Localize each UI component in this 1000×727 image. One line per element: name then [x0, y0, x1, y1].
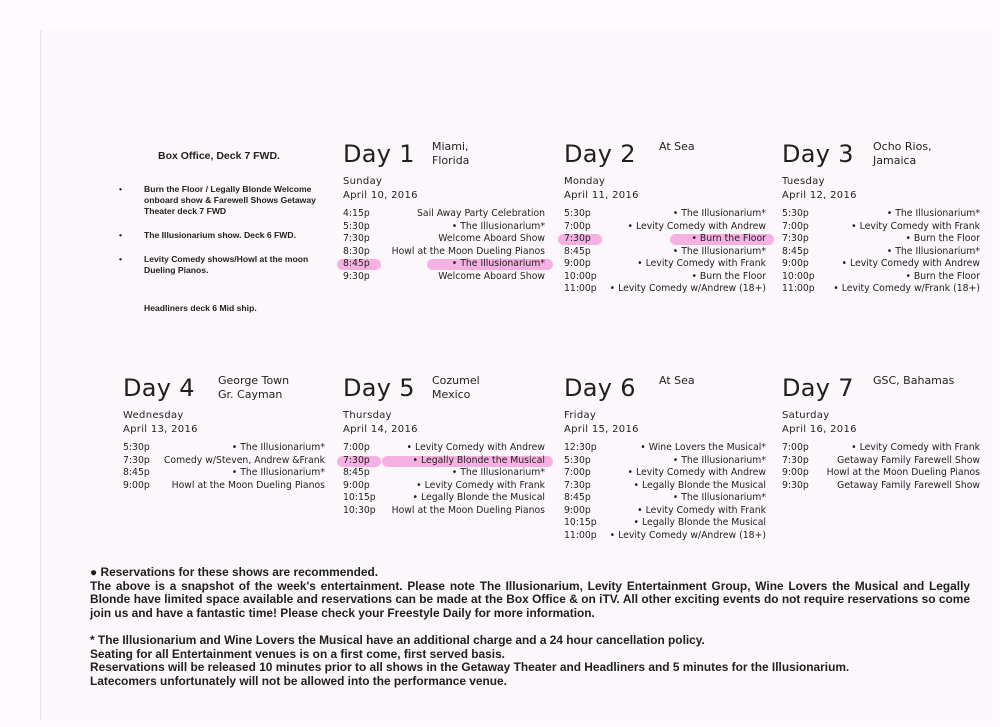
event-name: • The Illusionarium* — [231, 467, 325, 478]
headliners-note: Headliners deck 6 Mid ship. — [144, 303, 257, 313]
event-list — [782, 442, 980, 492]
event-time: 9:30p — [782, 479, 809, 491]
event-time: 7:30p — [123, 454, 150, 466]
day-location — [659, 374, 695, 388]
event-name: • The Illusionarium* — [451, 220, 545, 232]
day-location-line: Miami, — [432, 140, 469, 153]
event-time: 7:00p — [343, 442, 370, 453]
day-weekday: Tuesday — [782, 176, 825, 187]
day-weekday: Thursday — [343, 410, 392, 421]
event-row — [564, 455, 766, 468]
event-list — [343, 442, 545, 517]
event-time: 9:30p — [343, 270, 370, 282]
event-name: • Legally Blonde the Musical — [633, 517, 766, 528]
event-row — [123, 455, 325, 468]
event-row — [123, 467, 325, 480]
event-row — [564, 283, 766, 296]
event-row — [564, 517, 766, 530]
event-row — [782, 455, 980, 468]
event-row — [343, 246, 545, 259]
event-row — [564, 221, 766, 234]
event-name: • Burn the Floor — [905, 270, 980, 282]
event-time: 7:30p — [564, 479, 591, 491]
event-name: • Levity Comedy with Frank — [851, 220, 980, 232]
day-location-line: At Sea — [659, 140, 695, 153]
event-row — [782, 480, 980, 493]
event-time: 12:30p — [564, 442, 597, 453]
event-name: Comedy w/Steven, Andrew &Frank — [163, 454, 325, 466]
event-name: Getaway Family Farewell Show — [837, 454, 980, 466]
event-time: 10:15p — [343, 492, 376, 503]
event-row — [343, 455, 545, 468]
event-row — [343, 221, 545, 234]
day-date: April 15, 2016 — [564, 424, 639, 435]
event-name: • Levity Comedy with Frank — [416, 479, 545, 491]
event-row — [343, 208, 545, 221]
event-time: 9:00p — [782, 467, 809, 478]
event-name: • Levity Comedy w/Andrew (18+) — [609, 283, 766, 294]
snapshot-note: The above is a snapshot of the week's entertainment. Please note The Illusionarium, Levity Entertainment Group, Wine Lovers the Musical and Legally Blonde have limited space available and reservations can be made at the Box Office & on iTV. All other exciting events do not require reservations so come join us and have a fantastic time! Please check your Freestyle Daily for more information. — [90, 578, 970, 620]
day-location-line: Cozumel — [432, 374, 480, 387]
day-weekday: Sunday — [343, 176, 383, 187]
bullet-icon: • — [119, 230, 123, 240]
day-weekday: Saturday — [782, 410, 830, 421]
event-row — [343, 271, 545, 284]
event-time: 11:00p — [782, 283, 815, 294]
event-time: 7:30p — [343, 454, 370, 466]
day-date: April 16, 2016 — [782, 424, 857, 435]
event-time: 7:00p — [782, 220, 809, 232]
event-time: 10:15p — [564, 517, 597, 528]
event-row — [123, 480, 325, 493]
day-date: April 11, 2016 — [564, 190, 639, 201]
event-list — [123, 442, 325, 492]
charge-note: * The Illusionarium and Wine Lovers the Musical have an additional charge and a 24 hour cancellation policy. — [90, 632, 705, 647]
event-row — [343, 258, 545, 271]
day-date: April 14, 2016 — [343, 424, 418, 435]
event-row — [564, 246, 766, 259]
event-time: 9:00p — [782, 258, 809, 269]
event-time: 9:00p — [564, 258, 591, 269]
event-time: 7:30p — [343, 233, 370, 244]
day-location-line: Gr. Cayman — [218, 387, 283, 401]
event-time: 11:00p — [564, 283, 597, 294]
event-time: 10:00p — [782, 270, 815, 282]
event-name: • The Illusionarium* — [451, 467, 545, 478]
event-name: • Burn the Floor — [691, 233, 766, 244]
day-title: Day 5 — [343, 374, 415, 402]
event-time: 9:00p — [343, 479, 370, 491]
day-location — [218, 374, 289, 401]
event-name: • Levity Comedy w/Frank (18+) — [833, 283, 980, 294]
event-name: Welcome Aboard Show — [438, 270, 545, 282]
event-row — [564, 271, 766, 284]
event-time: 9:00p — [123, 479, 150, 491]
event-name: • The Illusionarium* — [672, 208, 766, 219]
day-location-line: Florida — [432, 153, 470, 167]
box-office-title: Box Office, Deck 7 FWD. — [158, 150, 280, 162]
seating-note: Seating for all Entertainment venues is on a first come, first served basis. — [90, 646, 505, 661]
bullet-icon: • — [119, 254, 123, 264]
day-date: April 13, 2016 — [123, 424, 198, 435]
event-time: 5:30p — [564, 208, 591, 219]
event-time: 8:45p — [123, 467, 150, 478]
event-name: • Levity Comedy with Andrew — [627, 220, 766, 232]
day-date: April 10, 2016 — [343, 190, 418, 201]
box-office-item-text: Burn the Floor / Legally Blonde Welcome onboard show & Farewell Shows Getaway Theater deck 7 FWD — [144, 184, 316, 216]
event-name: • The Illusionarium* — [231, 442, 325, 453]
day-location-line: George Town — [218, 374, 290, 387]
event-row — [343, 480, 545, 493]
day-title: Day 3 — [782, 140, 854, 168]
event-row — [782, 442, 980, 455]
event-row — [782, 271, 980, 284]
event-row — [564, 480, 766, 493]
event-name: • Levity Comedy w/Andrew (18+) — [609, 529, 766, 541]
day-location-line: At Sea — [659, 374, 695, 387]
event-row — [343, 467, 545, 480]
event-time: 11:00p — [564, 529, 597, 541]
day-location — [873, 140, 932, 167]
event-name: Howl at the Moon Dueling Pianos — [391, 504, 545, 516]
event-time: 8:45p — [564, 245, 591, 257]
box-office-item-text: The Illusionarium show. Deck 6 FWD. — [144, 230, 297, 240]
event-row — [782, 283, 980, 296]
day-location-line: Jamaica — [873, 153, 917, 167]
event-name: Sail Away Party Celebration — [416, 208, 545, 219]
event-time: 5:30p — [343, 220, 370, 232]
event-name: • The Illusionarium* — [451, 258, 545, 269]
event-row — [564, 258, 766, 271]
day-date: April 12, 2016 — [782, 190, 857, 201]
reservation-notes — [90, 566, 970, 688]
event-time: 7:30p — [782, 454, 809, 466]
event-row — [782, 208, 980, 221]
day-title: Day 6 — [564, 374, 636, 402]
event-name: • Burn the Floor — [905, 233, 980, 244]
event-time: 8:30p — [343, 245, 370, 257]
day-title: Day 1 — [343, 140, 415, 168]
event-row — [782, 233, 980, 246]
event-time: 8:45p — [343, 467, 370, 478]
event-name: • Levity Comedy with Frank — [637, 504, 766, 516]
day-location-line: Mexico — [432, 387, 471, 401]
day-weekday: Monday — [564, 176, 606, 187]
day-weekday: Wednesday — [123, 410, 184, 421]
event-row — [782, 467, 980, 480]
event-name: • Levity Comedy with Frank — [637, 258, 766, 269]
box-office-item — [110, 184, 325, 217]
event-time: 9:00p — [564, 504, 591, 516]
event-time: 5:30p — [782, 208, 809, 219]
day-title: Day 7 — [782, 374, 854, 402]
event-name: Getaway Family Farewell Show — [837, 479, 980, 491]
event-list — [343, 208, 545, 283]
day-location-line: Ocho Rios, — [873, 140, 932, 153]
event-time: 7:00p — [782, 442, 809, 453]
release-note: Reservations will be released 10 minutes prior to all shows in the Getaway Theater and Headliners and 5 minutes for the Illusionarium. — [90, 660, 850, 675]
event-time: 5:30p — [564, 454, 591, 466]
event-row — [564, 492, 766, 505]
event-name: Welcome Aboard Show — [438, 233, 545, 244]
day-location-line: GSC, Bahamas — [873, 374, 955, 387]
event-name: • The Illusionarium* — [886, 208, 980, 219]
bullet-icon: • — [119, 184, 123, 194]
event-row — [782, 246, 980, 259]
event-name: • Legally Blonde the Musical — [633, 479, 766, 491]
event-name: • Levity Comedy with Frank — [851, 442, 980, 453]
event-time: 4:15p — [343, 208, 370, 219]
event-name: • Levity Comedy with Andrew — [841, 258, 980, 269]
event-row — [343, 505, 545, 518]
event-time: 5:30p — [123, 442, 150, 453]
event-list — [564, 208, 766, 296]
event-time: 10:00p — [564, 270, 597, 282]
event-time: 7:30p — [782, 233, 809, 244]
event-row — [564, 442, 766, 455]
event-name: • Legally Blonde the Musical — [412, 454, 545, 466]
event-time: 8:45p — [343, 258, 370, 269]
event-name: • The Illusionarium* — [672, 245, 766, 257]
event-time: 8:45p — [564, 492, 591, 503]
event-list — [564, 442, 766, 542]
event-name: • The Illusionarium* — [672, 492, 766, 503]
day-weekday: Friday — [564, 410, 597, 421]
event-time: 8:45p — [782, 245, 809, 257]
spacer — [90, 620, 970, 634]
event-time: 10:30p — [343, 504, 376, 516]
reservations-header: ● Reservations for these shows are recommended. — [90, 565, 379, 579]
event-row — [564, 505, 766, 518]
event-row — [564, 467, 766, 480]
event-row — [343, 442, 545, 455]
event-list — [782, 208, 980, 296]
event-name: Howl at the Moon Dueling Pianos — [826, 467, 980, 478]
event-row — [343, 492, 545, 505]
day-location — [432, 140, 469, 167]
event-name: Howl at the Moon Dueling Pianos — [391, 245, 545, 257]
event-row — [564, 530, 766, 543]
event-name: • Burn the Floor — [691, 270, 766, 282]
day-location — [432, 374, 480, 401]
latecomers-note: Latecomers unfortunately will not be allowed into the performance venue. — [90, 673, 507, 688]
event-time: 7:00p — [564, 467, 591, 478]
event-name: • Levity Comedy with Andrew — [406, 442, 545, 453]
day-location — [873, 374, 954, 388]
event-time: 7:00p — [564, 220, 591, 232]
box-office-list — [110, 184, 325, 289]
event-name: Howl at the Moon Dueling Pianos — [171, 479, 325, 491]
event-row — [123, 442, 325, 455]
event-name: • Levity Comedy with Andrew — [627, 467, 766, 478]
event-name: • Wine Lovers the Musical* — [640, 442, 766, 453]
event-name: • Legally Blonde the Musical — [412, 492, 545, 503]
day-location — [659, 140, 695, 154]
event-name: • The Illusionarium* — [886, 245, 980, 257]
event-row — [343, 233, 545, 246]
day-title: Day 4 — [123, 374, 195, 402]
box-office-item — [110, 230, 325, 241]
event-name: • The Illusionarium* — [672, 454, 766, 466]
event-time: 7:30p — [564, 233, 591, 244]
event-row — [782, 258, 980, 271]
event-row — [782, 221, 980, 234]
event-row — [564, 233, 766, 246]
box-office-item — [110, 254, 325, 276]
box-office-item-text: Levity Comedy shows/Howl at the moon Dueling Pianos. — [144, 254, 309, 275]
day-title: Day 2 — [564, 140, 636, 168]
event-row — [564, 208, 766, 221]
